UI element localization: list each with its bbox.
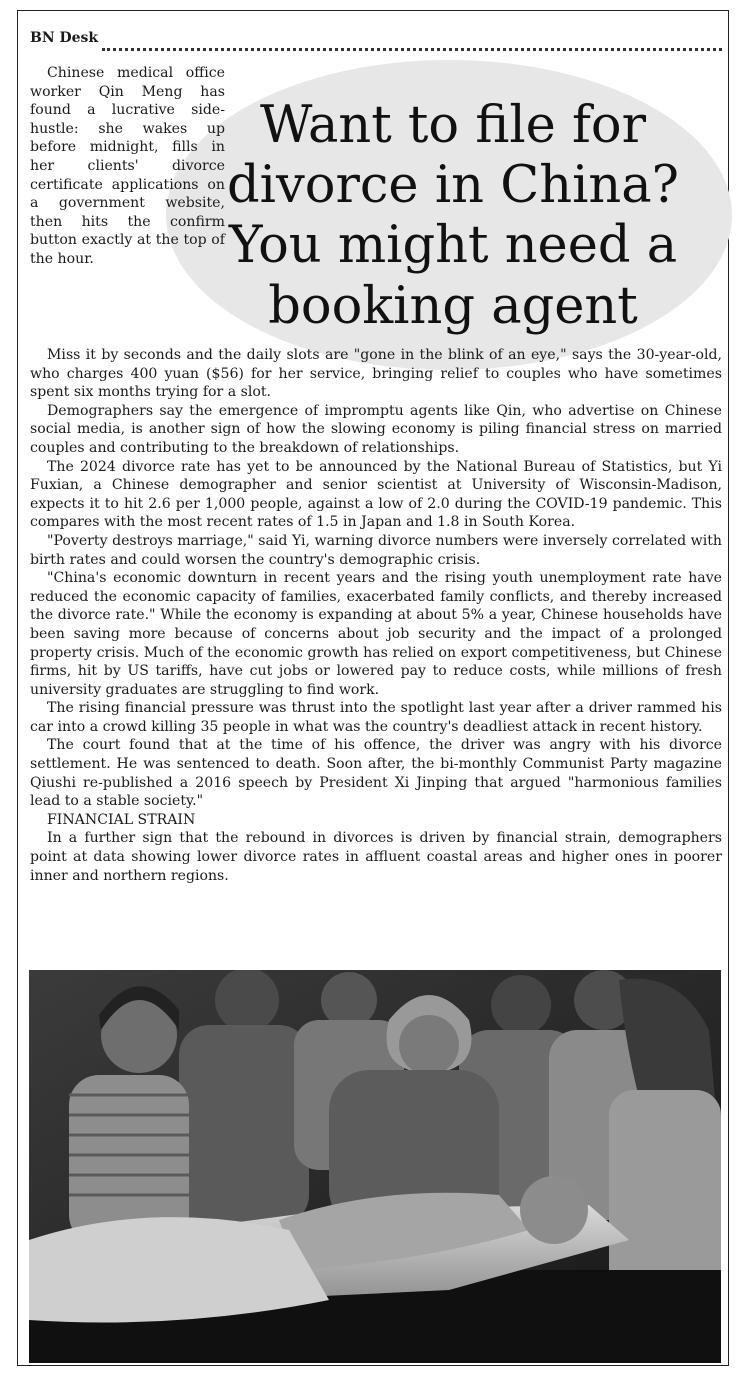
paragraph-3: The 2024 divorce rate has yet to be announced by the National Bureau of Statistics, but Yi Fuxian, a Chinese demographer and senior scientist at University of Wisconsin-Madison, expects it to hit 2.6 per 1,000 people, against a low of 2.0 during the COVID-19 pandemic. This compares with the most recent rates of 1.5 in Japan and 1.8 in South Korea. — [30, 458, 722, 531]
paragraph-5: "China's economic downturn in recent years and the rising youth unemployment rate have reduced the economic capacity of families, exacerbated family conflicts, and thereby increased the divorce rate." While the economy is expanding at about 5% a year, Chinese households have been saving more because of concerns about job security and the impact of a prolonged property crisis. Much of the economic growth has relied on export competitiveness, but Chinese firms, hit by US tariffs, have cut jobs or lowered pay to reduce costs, while millions of fresh university graduates are struggling to find work. — [30, 570, 722, 698]
article-body — [30, 346, 722, 885]
intro-paragraph: Chinese medical office worker Qin Meng has found a lucrative side-hustle: she wakes up before midnight, fills in her clients' divorce certificate applications on a government website, then hits the confirm button exactly at the top of the hour. — [30, 65, 225, 267]
photo-illustration — [29, 970, 721, 1363]
paragraph-7: The court found that at the time of his offence, the driver was angry with his divorce settlement. He was sentenced to death. Soon after, the bi-monthly Communist Party magazine Qiushi re-published a 2016 speech by President Xi Jinping that argued "harmonious families lead to a stable society." — [30, 737, 722, 810]
subheading: FINANCIAL STRAIN — [47, 811, 196, 828]
paragraph-6: The rising financial pressure was thrust into the spotlight last year after a driver rammed his car into a crowd killing 35 people in what was the country's deadliest attack in recent history. — [30, 700, 722, 735]
desk-credit: BN Desk — [30, 30, 99, 46]
paragraph-4: "Poverty destroys marriage," said Yi, warning divorce numbers were inversely correlated with birth rates and could worsen the country's demographic crisis. — [30, 532, 722, 568]
paragraph-2: Demographers say the emergence of impromptu agents like Qin, who advertise on Chinese social media, is another sign of how the slowing economy is piling financial stress on married couples and contributing to the breakdown of relationships. — [30, 402, 722, 456]
news-photo — [29, 970, 721, 1363]
headline: Want to file for divorce in China? You might need a booking agent — [227, 96, 679, 336]
intro-column — [30, 64, 225, 269]
paragraph-8: In a further sign that the rebound in divorces is driven by financial strain, demographers point at data showing lower divorce rates in affluent coastal areas and higher ones in poorer inner and northern regions. — [30, 830, 722, 884]
paragraph-1: Miss it by seconds and the daily slots are "gone in the blink of an eye," says the 30-year-old, who charges 400 yuan ($56) for her service, bringing relief to couples who have sometimes spent six months trying for a slot. — [30, 347, 722, 401]
dotted-rule — [102, 48, 722, 51]
